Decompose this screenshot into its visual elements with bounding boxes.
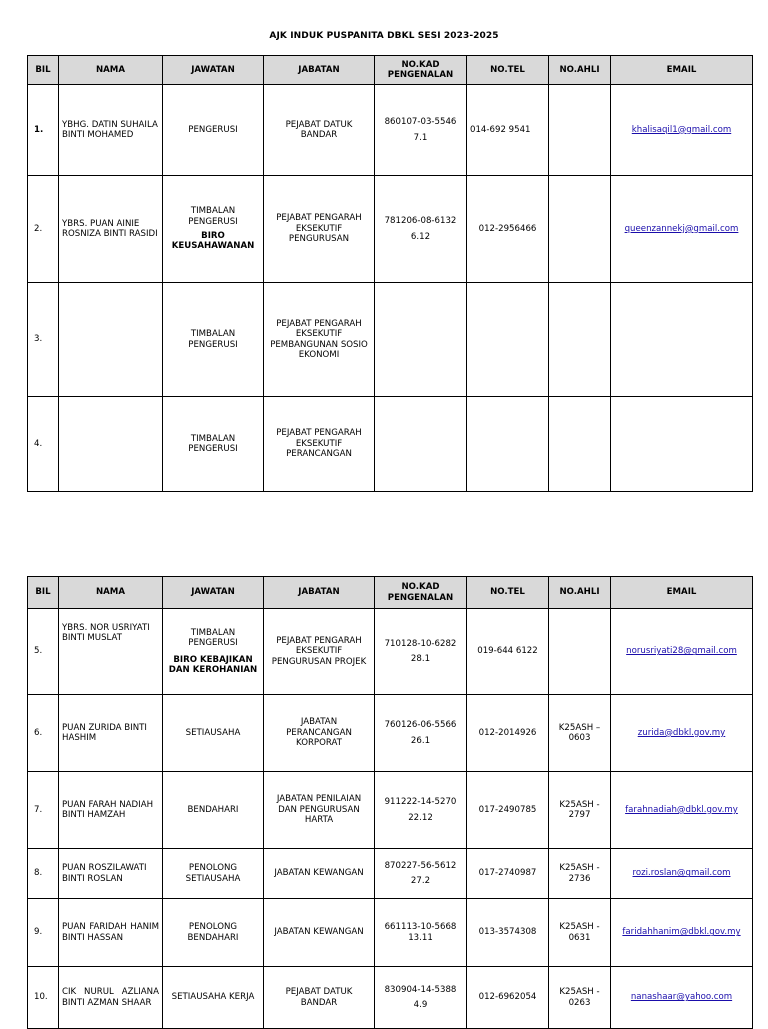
row-nama (59, 283, 163, 397)
row-email (611, 85, 753, 176)
header-bil: BIL (28, 56, 59, 85)
row-email (611, 283, 753, 397)
kad-line1: 710128-10-6282 (384, 638, 457, 649)
header-nama: NAMA (59, 577, 163, 609)
header-jawatan: JAWATAN (163, 56, 264, 85)
row-no-kad (375, 609, 467, 695)
row-no-tel: 017-2490785 (467, 772, 549, 849)
row-email (611, 176, 753, 283)
row-email (611, 772, 753, 849)
row-no-kad (375, 397, 467, 492)
table-row (28, 849, 753, 899)
row-no-tel: 017-2740987 (467, 849, 549, 899)
row-no-tel (467, 283, 549, 397)
email-link[interactable]: queenzannekj@gmail.com (624, 223, 739, 234)
email-link[interactable]: norusriyati28@gmail.com (626, 646, 737, 657)
kad-line1: 870227-56-5612 (384, 860, 457, 871)
row-bil: 7. (28, 772, 59, 849)
kad-line2: 7.1 (413, 132, 428, 143)
kad-line1: 781206-08-6132 (384, 216, 457, 227)
row-no-ahli: K25ASH - 2797 (549, 772, 611, 849)
row-no-tel: 013-3574308 (467, 899, 549, 967)
header-no-kad (375, 577, 467, 609)
table-row (28, 85, 753, 176)
table-row (28, 772, 753, 849)
row-jawatan: SETIAUSAHA KERJA (163, 967, 264, 1029)
row-nama: PUAN FARAH NADIAH BINTI HAMZAH (59, 772, 163, 849)
table-row (28, 609, 753, 695)
kad-line1: 661113-10-5668 (384, 922, 457, 933)
row-nama: PUAN ROSZILAWATI BINTI ROSLAN (59, 849, 163, 899)
row-bil: 2. (28, 176, 59, 283)
row-no-kad (375, 899, 467, 967)
jawatan-biro: BIRO KEBAJIKAN DAN KEROHANIAN (168, 654, 258, 675)
kad-line1: 760126-06-5566 (384, 720, 457, 731)
row-email (611, 899, 753, 967)
row-bil: 5. (28, 609, 59, 695)
row-bil: 8. (28, 849, 59, 899)
row-no-kad (375, 772, 467, 849)
jawatan-title: TIMBALAN PENGERUSI (188, 627, 238, 649)
row-jawatan: PENGERUSI (163, 85, 264, 176)
row-no-kad (375, 176, 467, 283)
kad-line1: 860107-03-5546 (384, 117, 457, 128)
row-no-ahli (549, 283, 611, 397)
row-bil: 1. (28, 85, 59, 176)
row-no-tel: 012-6962054 (467, 967, 549, 1029)
document-title: AJK INDUK PUSPANITA DBKL SESI 2023-2025 (269, 31, 499, 41)
row-jabatan: JABATAN KEWANGAN (264, 899, 375, 967)
row-jawatan: TIMBALAN PENGERUSI (163, 283, 264, 397)
row-no-tel: 012-2014926 (467, 695, 549, 772)
email-link[interactable]: farahnadiah@dbkl.gov.my (625, 804, 738, 815)
row-email (611, 397, 753, 492)
table-row (28, 899, 753, 967)
row-email (611, 849, 753, 899)
row-no-kad (375, 695, 467, 772)
kad-line2: 28.1 (410, 654, 431, 664)
jawatan-biro: BIRO KEUSAHAWANAN (171, 231, 255, 252)
email-link[interactable]: khalisaqil1@gmail.com (631, 124, 732, 135)
row-email (611, 609, 753, 695)
header-no-kad-line1: NO.KAD (401, 582, 440, 593)
row-no-kad (375, 849, 467, 899)
jawatan-title: TIMBALAN PENGERUSI (188, 206, 238, 227)
row-bil: 9. (28, 899, 59, 967)
table-row (28, 397, 753, 492)
row-jawatan (163, 609, 264, 695)
row-jawatan: SETIAUSAHA (163, 695, 264, 772)
header-email: EMAIL (611, 577, 753, 609)
header-no-ahli: NO.AHLI (549, 577, 611, 609)
row-no-kad (375, 283, 467, 397)
row-no-kad (375, 967, 467, 1029)
row-no-ahli: K25ASH - 0631 (549, 899, 611, 967)
row-nama: PUAN ZURIDA BINTI HASHIM (59, 695, 163, 772)
row-jabatan: JABATAN PERANCANGAN KORPORAT (264, 695, 375, 772)
header-email: EMAIL (611, 56, 753, 85)
row-jabatan: PEJABAT PENGARAH EKSEKUTIF PENGURUSAN PROJEK (264, 609, 375, 695)
table-header-row (28, 577, 753, 609)
header-jawatan: JAWATAN (163, 577, 264, 609)
row-nama: YBRS. PUAN AINIE ROSNIZA BINTI RASIDI (59, 176, 163, 283)
kad-line1: 911222-14-5270 (384, 797, 457, 808)
row-jawatan (163, 176, 264, 283)
row-jawatan: PENOLONG BENDAHARI (163, 899, 264, 967)
kad-line2: 27.2 (410, 876, 431, 886)
row-no-ahli: K25ASH - 0263 (549, 967, 611, 1029)
email-link[interactable]: faridahhanim@dbkl.gov.my (622, 927, 741, 938)
header-no-kad-line1: NO.KAD (401, 59, 440, 70)
row-no-kad (375, 85, 467, 176)
row-jabatan: PEJABAT PENGARAH EKSEKUTIF PERANCANGAN (264, 397, 375, 492)
row-bil: 4. (28, 397, 59, 492)
email-link[interactable]: rozi.roslan@gmail.com (632, 868, 731, 879)
row-no-ahli (549, 609, 611, 695)
row-nama: YBRS. NOR USRIYATI BINTI MUSLAT (59, 609, 163, 695)
row-no-tel: 012-2956466 (467, 176, 549, 283)
table-row (28, 176, 753, 283)
row-no-ahli (549, 397, 611, 492)
kad-line2: 6.12 (410, 231, 431, 242)
kad-line2: 13.11 (408, 932, 433, 943)
row-nama: PUAN FARIDAH HANIM BINTI HASSAN (59, 899, 163, 967)
row-jawatan: TIMBALAN PENGERUSI (163, 397, 264, 492)
header-no-kad-line2: PENGENALAN (387, 592, 454, 603)
kad-line1: 830904-14-5388 (384, 984, 457, 995)
header-nama: NAMA (59, 56, 163, 85)
row-no-ahli: K25ASH - 2736 (549, 849, 611, 899)
row-no-ahli (549, 176, 611, 283)
row-nama (59, 397, 163, 492)
committee-table-2 (27, 576, 753, 1029)
table-row (28, 967, 753, 1029)
row-jawatan: PENOLONG SETIAUSAHA (163, 849, 264, 899)
row-email (611, 967, 753, 1029)
row-no-tel (467, 397, 549, 492)
row-bil: 6. (28, 695, 59, 772)
kad-line2: 4.9 (413, 1000, 428, 1010)
email-link[interactable]: nanashaar@yahoo.com (630, 992, 733, 1003)
header-no-tel: NO.TEL (467, 56, 549, 85)
row-no-tel: 019-644 6122 (467, 609, 549, 695)
committee-table-1 (27, 55, 753, 492)
header-no-kad (375, 56, 467, 85)
header-no-ahli: NO.AHLI (549, 56, 611, 85)
table-row (28, 695, 753, 772)
kad-line2: 26.1 (410, 735, 431, 746)
row-nama: CIK NURUL AZLIANA BINTI AZMAN SHAAR (59, 967, 163, 1029)
row-bil: 10. (28, 967, 59, 1029)
header-jabatan: JABATAN (264, 56, 375, 85)
header-bil: BIL (28, 577, 59, 609)
header-jabatan: JABATAN (264, 577, 375, 609)
table-header-row (28, 56, 753, 85)
row-no-ahli: K25ASH – 0603 (549, 695, 611, 772)
row-no-tel: 014-692 9541 (467, 85, 549, 176)
row-jabatan: PEJABAT PENGARAH EKSEKUTIF PENGURUSAN (264, 176, 375, 283)
row-nama: YBHG. DATIN SUHAILA BINTI MOHAMED (59, 85, 163, 176)
kad-line2: 22.12 (408, 812, 433, 823)
row-jabatan: PEJABAT PENGARAH EKSEKUTIF PEMBANGUNAN SOSIO EKONOMI (264, 283, 375, 397)
row-jabatan: JABATAN PENILAIAN DAN PENGURUSAN HARTA (264, 772, 375, 849)
row-jabatan: PEJABAT DATUK BANDAR (264, 85, 375, 176)
email-link[interactable]: zurida@dbkl.gov.my (637, 727, 726, 738)
row-bil: 3. (28, 283, 59, 397)
header-no-kad-line2: PENGENALAN (387, 70, 454, 80)
row-no-ahli (549, 85, 611, 176)
row-jabatan: JABATAN KEWANGAN (264, 849, 375, 899)
header-no-tel: NO.TEL (467, 577, 549, 609)
table-row (28, 283, 753, 397)
row-jabatan: PEJABAT DATUK BANDAR (264, 967, 375, 1029)
row-jawatan: BENDAHARI (163, 772, 264, 849)
row-email (611, 695, 753, 772)
